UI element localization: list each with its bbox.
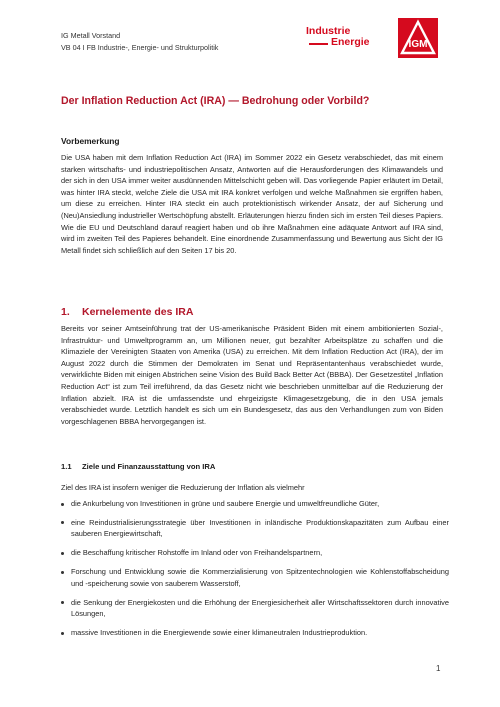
list-item-text: eine Reindustrialisierungsstrategie über Investitionen in inländische Produktionskapazitäten zum Aufbau einer sauberen Energiewirtschaft, <box>71 517 449 539</box>
list-item <box>61 498 449 510</box>
bullet-icon <box>61 521 64 524</box>
preface-heading: Vorbemerkung <box>61 136 120 146</box>
list-item <box>61 597 449 620</box>
list-item-text: die Beschaffung kritischer Rohstoffe im Inland oder von Freihandelspartnern, <box>71 548 323 558</box>
goals-list <box>61 498 449 646</box>
bullet-icon <box>61 552 64 555</box>
org-department: VB 04 I FB Industrie-, Energie- und Strukturpolitik <box>61 43 219 52</box>
list-item <box>61 517 449 540</box>
subsection-heading <box>61 462 215 471</box>
list-item <box>61 627 449 639</box>
bullet-icon <box>61 571 64 574</box>
list-item-text: Forschung und Entwicklung sowie die Kommerzialisierung von Spitzentechnologien wie Kohlenstoffabscheidung und -speicherung sowie von sauberem Wasserstoff, <box>71 567 449 588</box>
list-item-text: die Senkung der Energiekosten und die Erhöhung der Energiesicherheit aller Wirtschaftssektoren durch innovative Lösungen, <box>71 597 449 619</box>
document-header <box>61 30 218 54</box>
logo-text-energie: Energie <box>331 36 370 48</box>
subsection-title: Ziele und Finanzausstattung von IRA <box>82 462 216 471</box>
list-item <box>61 547 449 559</box>
bullet-icon <box>61 601 64 604</box>
preface-text: Die USA haben mit dem Inflation Reduction Act (IRA) im Sommer 2022 ein Gesetz verabschiedet, das mit einem starken wirtschafts- und industriepolitischen Ansatz, Antworten auf die Herausforderungen des Klimawandels und der sich in den USA immer weiter ausdünnenden Mittelschicht geben will. Das vorliegende Papier erläutert im Detail, was hinter IRA steckt, welche Ziele die USA mit IRA konkret verfolgen und welche Maßnahmen sie ergriffen haben, um diese zu erreichen. Hinter IRA steckt ein auch protektionistisch wirkender Ansatz, der auf Sicherung und (Neu)Ansiedlung industrieller Wertschöpfung abstellt. Erläuterungen hierzu finden sich im ersten Teil dieses Papiers. Wie die EU und Deutschland darauf reagiert haben und ob ihre Maßnahmen eine adäquate Antwort auf IRA sind, wird im zweiten Teil des Papieres behandelt. Eine einordnende Zusammenfassung und Bewertung aus Sicht der IG Metall findet sich schließlich auf den Seiten 17 bis 20. <box>61 153 443 255</box>
section-heading <box>61 306 193 318</box>
ig-metall-logo <box>398 18 438 58</box>
subsection-number: 1.1 <box>61 462 72 471</box>
section-number: 1. <box>61 306 70 318</box>
svg-text:IGM: IGM <box>408 39 428 50</box>
list-item-text: massive Investitionen in die Energiewende sowie einer klimaneutralen Industrieproduktion. <box>71 628 368 638</box>
bullet-icon <box>61 503 64 506</box>
list-item-text: die Ankurbelung von Investitionen in grüne und saubere Energie und umweltfreundliche Güter, <box>71 499 380 508</box>
list-item <box>61 566 449 589</box>
logo-dash <box>309 43 328 45</box>
page-number: 1 <box>436 664 441 673</box>
industrie-energie-logo <box>306 26 376 52</box>
document-title: Der Inflation Reduction Act (IRA) — Bedrohung oder Vorbild? <box>61 95 370 107</box>
goals-intro: Ziel des IRA ist insofern weniger die Reduzierung der Inflation als vielmehr <box>61 483 305 492</box>
bullet-icon <box>61 632 64 635</box>
org-name: IG Metall Vorstand <box>61 31 121 40</box>
section-title: Kernelemente des IRA <box>82 306 194 318</box>
ig-metall-logo-icon <box>398 18 438 58</box>
section-text: Bereits vor seiner Amtseinführung trat der US-amerikanische Präsident Biden mit einem ambitionierten Sozial-, Infrastruktur- und Umweltprogramm an, um Millionen neuer, gut bezahlter Arbeitsplätze zu schaffen und die Klimaziele der Vereinigten Staaten von Amerika (USA) zu erreichen. Mit dem Inflation Reduction Act (IRA), der im August 2022 durch die Stimmen der Demokraten im Senat und Repräsentantenhaus verabschiedet wurde, verwirklichte Biden mit einigen Abstrichen seine Vision des Build Back Better Act (BBBA). Der Gesetzestitel „Inflation Reduction Act“ ist zum Teil irreführend, da das Gesetz nicht wie beschrieben unmittelbar auf die Reduzierung der Inflation abzielt. IRA ist die umfassendste und ehrgeizigste Klimagesetzgebung, die in den USA jemals verabschiedet wurde. Letztlich handelt es sich um ein Bundesgesetz, das aus den Verhandlungen zum von Biden vorgeschlagenen BBBA hervorgegangen ist. <box>61 324 443 426</box>
logo-text-industrie: Industrie <box>306 25 351 37</box>
